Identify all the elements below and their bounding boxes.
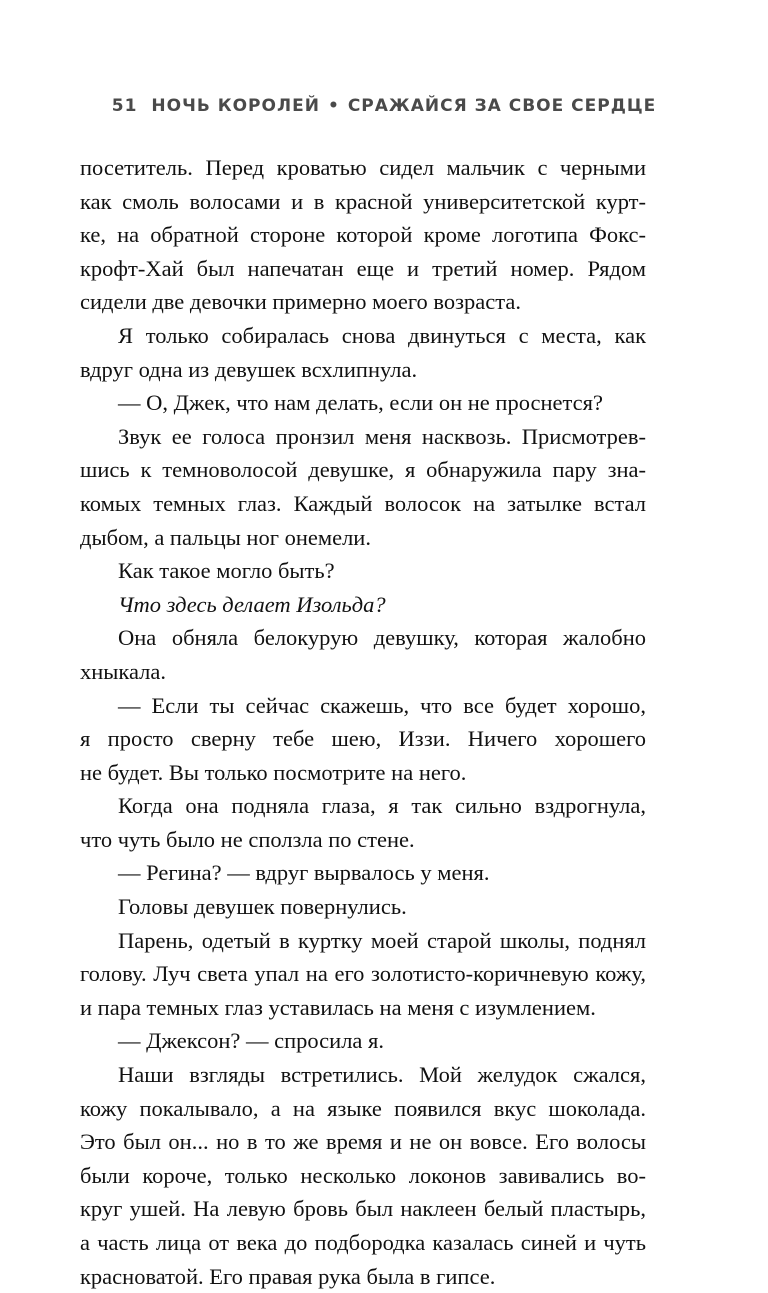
text-line: голову. Луч света упал на его золотисто-коричневую кожу, bbox=[80, 961, 646, 987]
text-line: круг ушей. На левую бровь был наклеен белый пластырь, bbox=[80, 1196, 646, 1222]
series-title: СРАЖАЙСЯ ЗА СВОЕ СЕРДЦЕ bbox=[347, 96, 657, 116]
text-line: Наши взгляды встретились. Мой желудок сжался, bbox=[118, 1062, 646, 1088]
text-line: ке, на обратной стороне которой кроме логотипа Фокс- bbox=[80, 222, 646, 248]
text-line: вдруг одна из девушек всхлипнула. bbox=[80, 356, 418, 382]
text-line: были короче, только несколько локонов завивались во- bbox=[80, 1162, 646, 1188]
text-line: — О, Джек, что нам делать, если он не проснется? bbox=[118, 390, 603, 416]
text-line: Когда она подняла глаза, я так сильно вздрогнула, bbox=[118, 793, 646, 819]
text-line: — Если ты сейчас скажешь, что все будет хорошо, bbox=[118, 692, 646, 718]
text-line: сидели две девочки примерно моего возраста. bbox=[80, 289, 521, 315]
text-line: и пара темных глаз уставилась на меня с изумлением. bbox=[80, 994, 596, 1020]
text-line: кожу покалывало, а на языке появился вкус шоколада. bbox=[80, 1095, 646, 1121]
text-line: Головы девушек повернулись. bbox=[118, 894, 407, 920]
text-line: посетитель. Перед кроватью сидел мальчик с черными bbox=[80, 155, 646, 180]
text-line: Я только собиралась снова двинуться с места, как bbox=[118, 322, 646, 348]
text-line: Она обняла белокурую девушку, которая жалобно bbox=[118, 625, 646, 651]
text-line: крофт-Хай был напечатан еще и третий номер. Рядом bbox=[80, 255, 646, 281]
text-line: а часть лица от века до подбородка казалась синей и чуть bbox=[80, 1230, 646, 1255]
book-title: НОЧЬ КОРОЛЕЙ bbox=[151, 96, 320, 116]
text-line: что чуть было не сползла по стене. bbox=[80, 826, 415, 852]
text-line: Звук ее голоса пронзил меня насквозь. Присмотрев- bbox=[118, 423, 646, 449]
text-line: я просто сверну тебе шею, Иззи. Ничего хорошего bbox=[80, 726, 646, 752]
text-line: Как такое могло быть? bbox=[118, 558, 335, 584]
text-line: комых темных глаз. Каждый волосок на затылке встал bbox=[80, 490, 646, 516]
text-line: шись к темноволосой девушке, я обнаружила пару зна- bbox=[80, 457, 646, 483]
text-line: Что здесь делает Изольда? bbox=[118, 591, 386, 617]
text-line: не будет. Вы только посмотрите на него. bbox=[80, 759, 467, 785]
text-line: — Регина? — вдруг вырвалось у меня. bbox=[118, 860, 490, 886]
text-line: как смоль волосами и в красной университетской курт- bbox=[80, 188, 646, 214]
text-line: дыбом, а пальцы ног онемели. bbox=[80, 524, 371, 550]
text-line: хныкала. bbox=[80, 658, 167, 684]
header-separator: • bbox=[327, 96, 340, 116]
text-line: — Джексон? — спросила я. bbox=[118, 1028, 385, 1054]
running-header bbox=[0, 96, 768, 116]
page-number: 51 bbox=[111, 96, 138, 116]
text-line: красноватой. Его правая рука была в гипсе. bbox=[80, 1263, 496, 1289]
text-line: Парень, одетый в куртку моей старой школы, поднял bbox=[118, 927, 646, 953]
text-line: Это был он... но в то же время и не он вовсе. Его волосы bbox=[80, 1129, 646, 1155]
body-text bbox=[80, 151, 646, 1293]
